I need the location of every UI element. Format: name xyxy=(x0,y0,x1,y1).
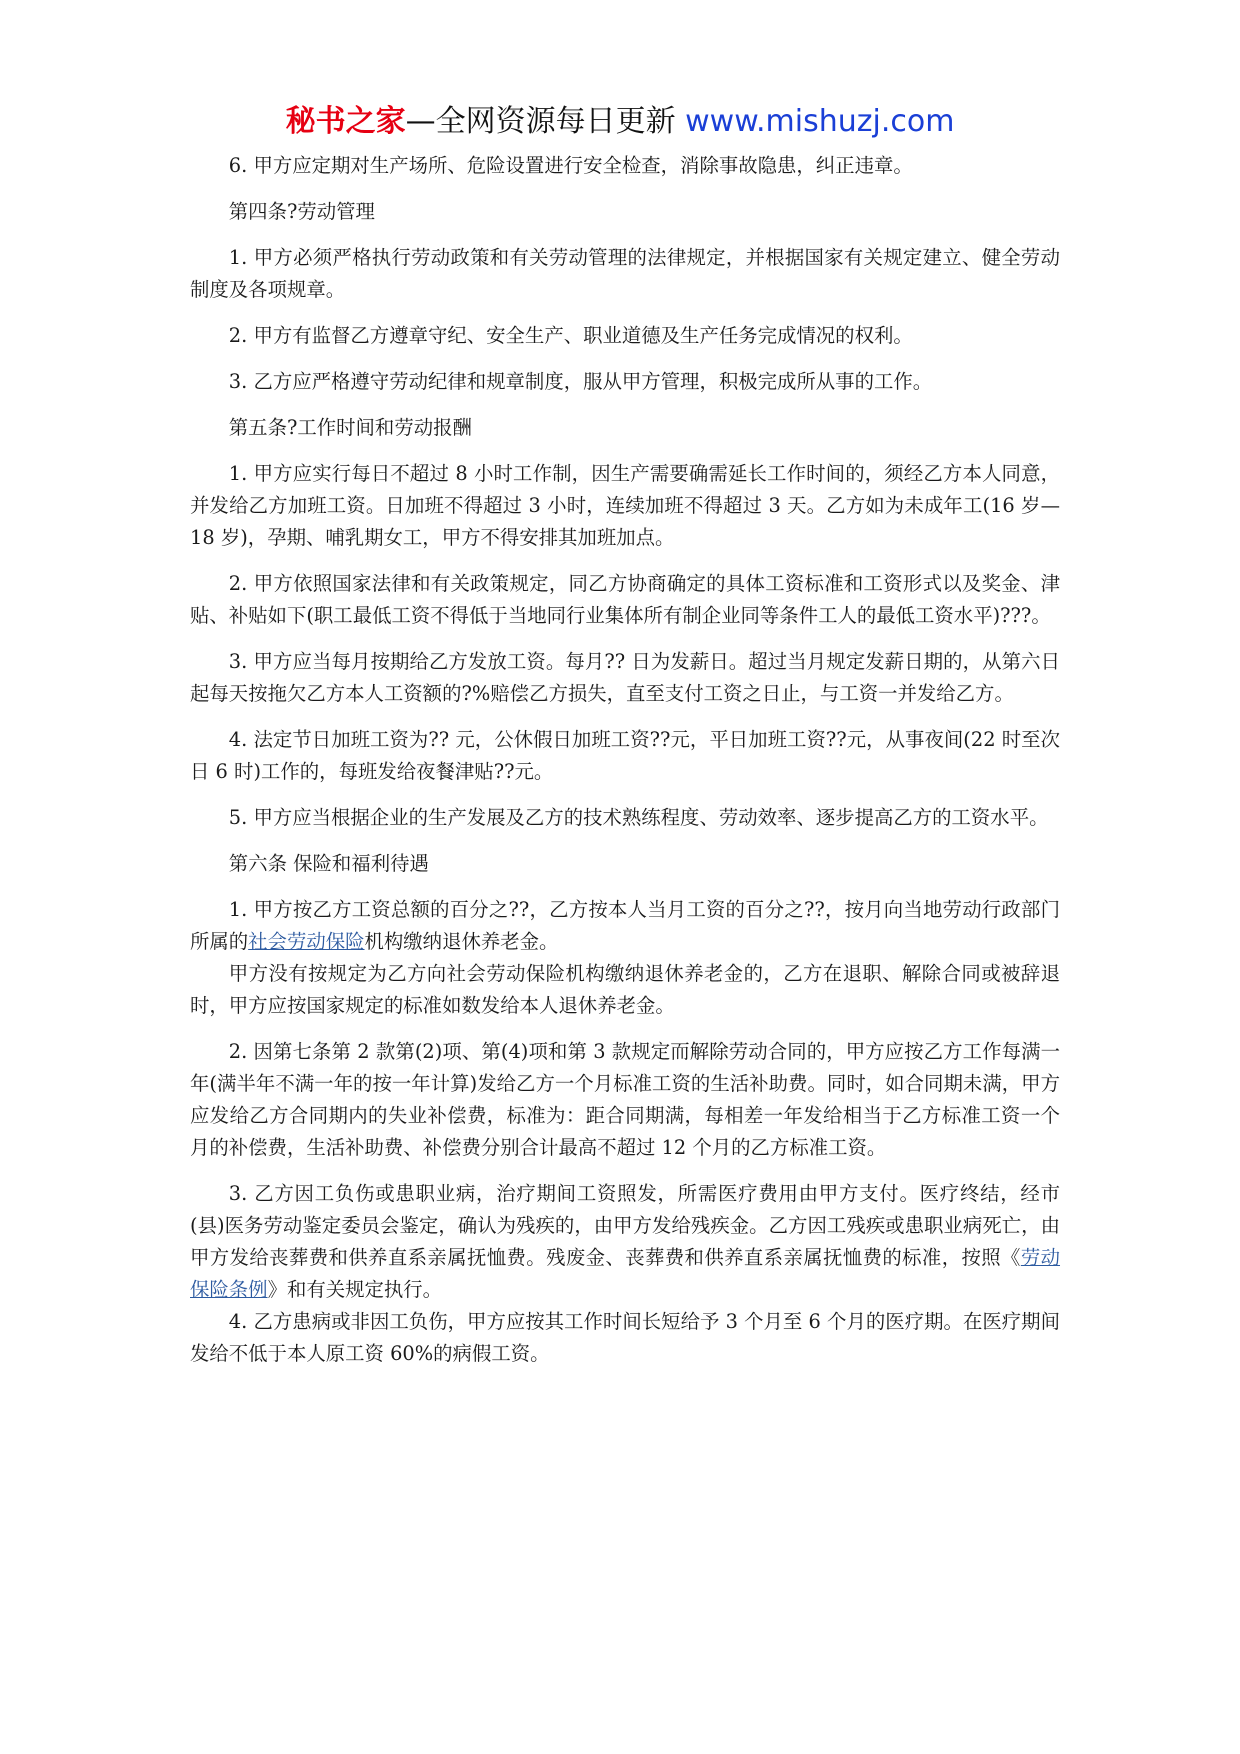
paragraph: 3. 甲方应当每月按期给乙方发放工资。每月?? 日为发薪日。超过当月规定发薪日期的，从第六日起每天按拖欠乙方本人工资额的?%赔偿乙方损失，直至支付工资之日止，与工资一并发给乙方。 xyxy=(190,650,1060,705)
paragraph: 2. 甲方有监督乙方遵章守纪、安全生产、职业道德及生产任务完成情况的权利。 xyxy=(228,324,913,347)
text-span: 》和有关规定执行。 xyxy=(267,1278,443,1301)
paragraph: 5. 甲方应当根据企业的生产发展及乙方的技术熟练程度、劳动效率、逐步提高乙方的工资水平。 xyxy=(228,806,1049,829)
section-heading-4: 第四条?劳动管理 xyxy=(228,200,375,223)
site-url-link[interactable]: www.mishuzj.com xyxy=(685,104,955,139)
paragraph: 2. 因第七条第 2 款第(2)项、第(4)项和第 3 款规定而解除劳动合同的，甲方应按乙方工作每满一年(满半年不满一年的按一年计算)发给乙方一个月标准工资的生活补助费。同时，如合同期未满，甲方应发给乙方合同期内的失业补偿费，标准为：距合同期满，每相差一年发给相当于乙方标准工资一个月的补偿费，生活补助费、补偿费分别合计最高不超过 12 个月的乙方标准工资。 xyxy=(190,1040,1060,1159)
paragraph: 3. 乙方应严格遵守劳动纪律和规章制度，服从甲方管理，积极完成所从事的工作。 xyxy=(228,370,933,393)
social-insurance-link[interactable]: 社会劳动保险 xyxy=(248,930,365,953)
text-span: 1. 甲方按乙方工资总额的百分之??，乙方按本人当月工资的百分之??，按月向当地劳动行政部门所属的 xyxy=(190,898,1060,953)
labor-insurance-regulation-link[interactable]: 劳动保险条例 xyxy=(190,1246,1061,1301)
paragraph-with-link xyxy=(190,1178,1060,1306)
section-heading-5: 第五条?工作时间和劳动报酬 xyxy=(228,416,472,439)
site-banner xyxy=(0,100,1240,144)
paragraph-with-link xyxy=(190,894,1060,958)
text-span: 机构缴纳退休养老金。 xyxy=(364,930,559,953)
document-body xyxy=(190,150,1060,1384)
brand-name: 秘书之家 xyxy=(285,104,406,139)
paragraph: 4. 乙方患病或非因工负伤，甲方应按其工作时间长短给予 3 个月至 6 个月的医疗期。在医疗期间发给不低于本人原工资 60%的病假工资。 xyxy=(190,1310,1060,1365)
text-span: 3. 乙方因工负伤或患职业病，治疗期间工资照发，所需医疗费用由甲方支付。医疗终结，经市(县)医务劳动鉴定委员会鉴定，确认为残疾的，由甲方发给残疾金。乙方因工残疾或患职业病死亡，由甲方发给丧葬费和供养直系亲属抚恤费。残废金、丧葬费和供养直系亲属抚恤费的标准，按照《 xyxy=(190,1182,1060,1269)
banner-slogan: —全网资源每日更新 xyxy=(405,104,676,139)
paragraph: 1. 甲方应实行每日不超过 8 小时工作制，因生产需要确需延长工作时间的，须经乙方本人同意，并发给乙方加班工资。日加班不得超过 3 小时，连续加班不得超过 3 天。乙方如为未成年工(16 岁—18 岁)，孕期、哺乳期女工，甲方不得安排其加班加点。 xyxy=(190,462,1060,549)
paragraph: 1. 甲方必须严格执行劳动政策和有关劳动管理的法律规定，并根据国家有关规定建立、健全劳动制度及各项规章。 xyxy=(190,246,1060,301)
section-heading-6: 第六条 保险和福利待遇 xyxy=(228,852,429,875)
paragraph: 4. 法定节日加班工资为?? 元，公休假日加班工资??元，平日加班工资??元，从事夜间(22 时至次日 6 时)工作的，每班发给夜餐津贴??元。 xyxy=(190,728,1060,783)
paragraph: 2. 甲方依照国家法律和有关政策规定，同乙方协商确定的具体工资标准和工资形式以及奖金、津贴、补贴如下(职工最低工资不得低于当地同行业集体所有制企业同等条件工人的最低工资水平)???。 xyxy=(190,572,1060,627)
paragraph: 甲方没有按规定为乙方向社会劳动保险机构缴纳退休养老金的，乙方在退职、解除合同或被辞退时，甲方应按国家规定的标准如数发给本人退休养老金。 xyxy=(190,962,1060,1017)
paragraph: 6. 甲方应定期对生产场所、危险设置进行安全检查，消除事故隐患，纠正违章。 xyxy=(228,154,913,177)
